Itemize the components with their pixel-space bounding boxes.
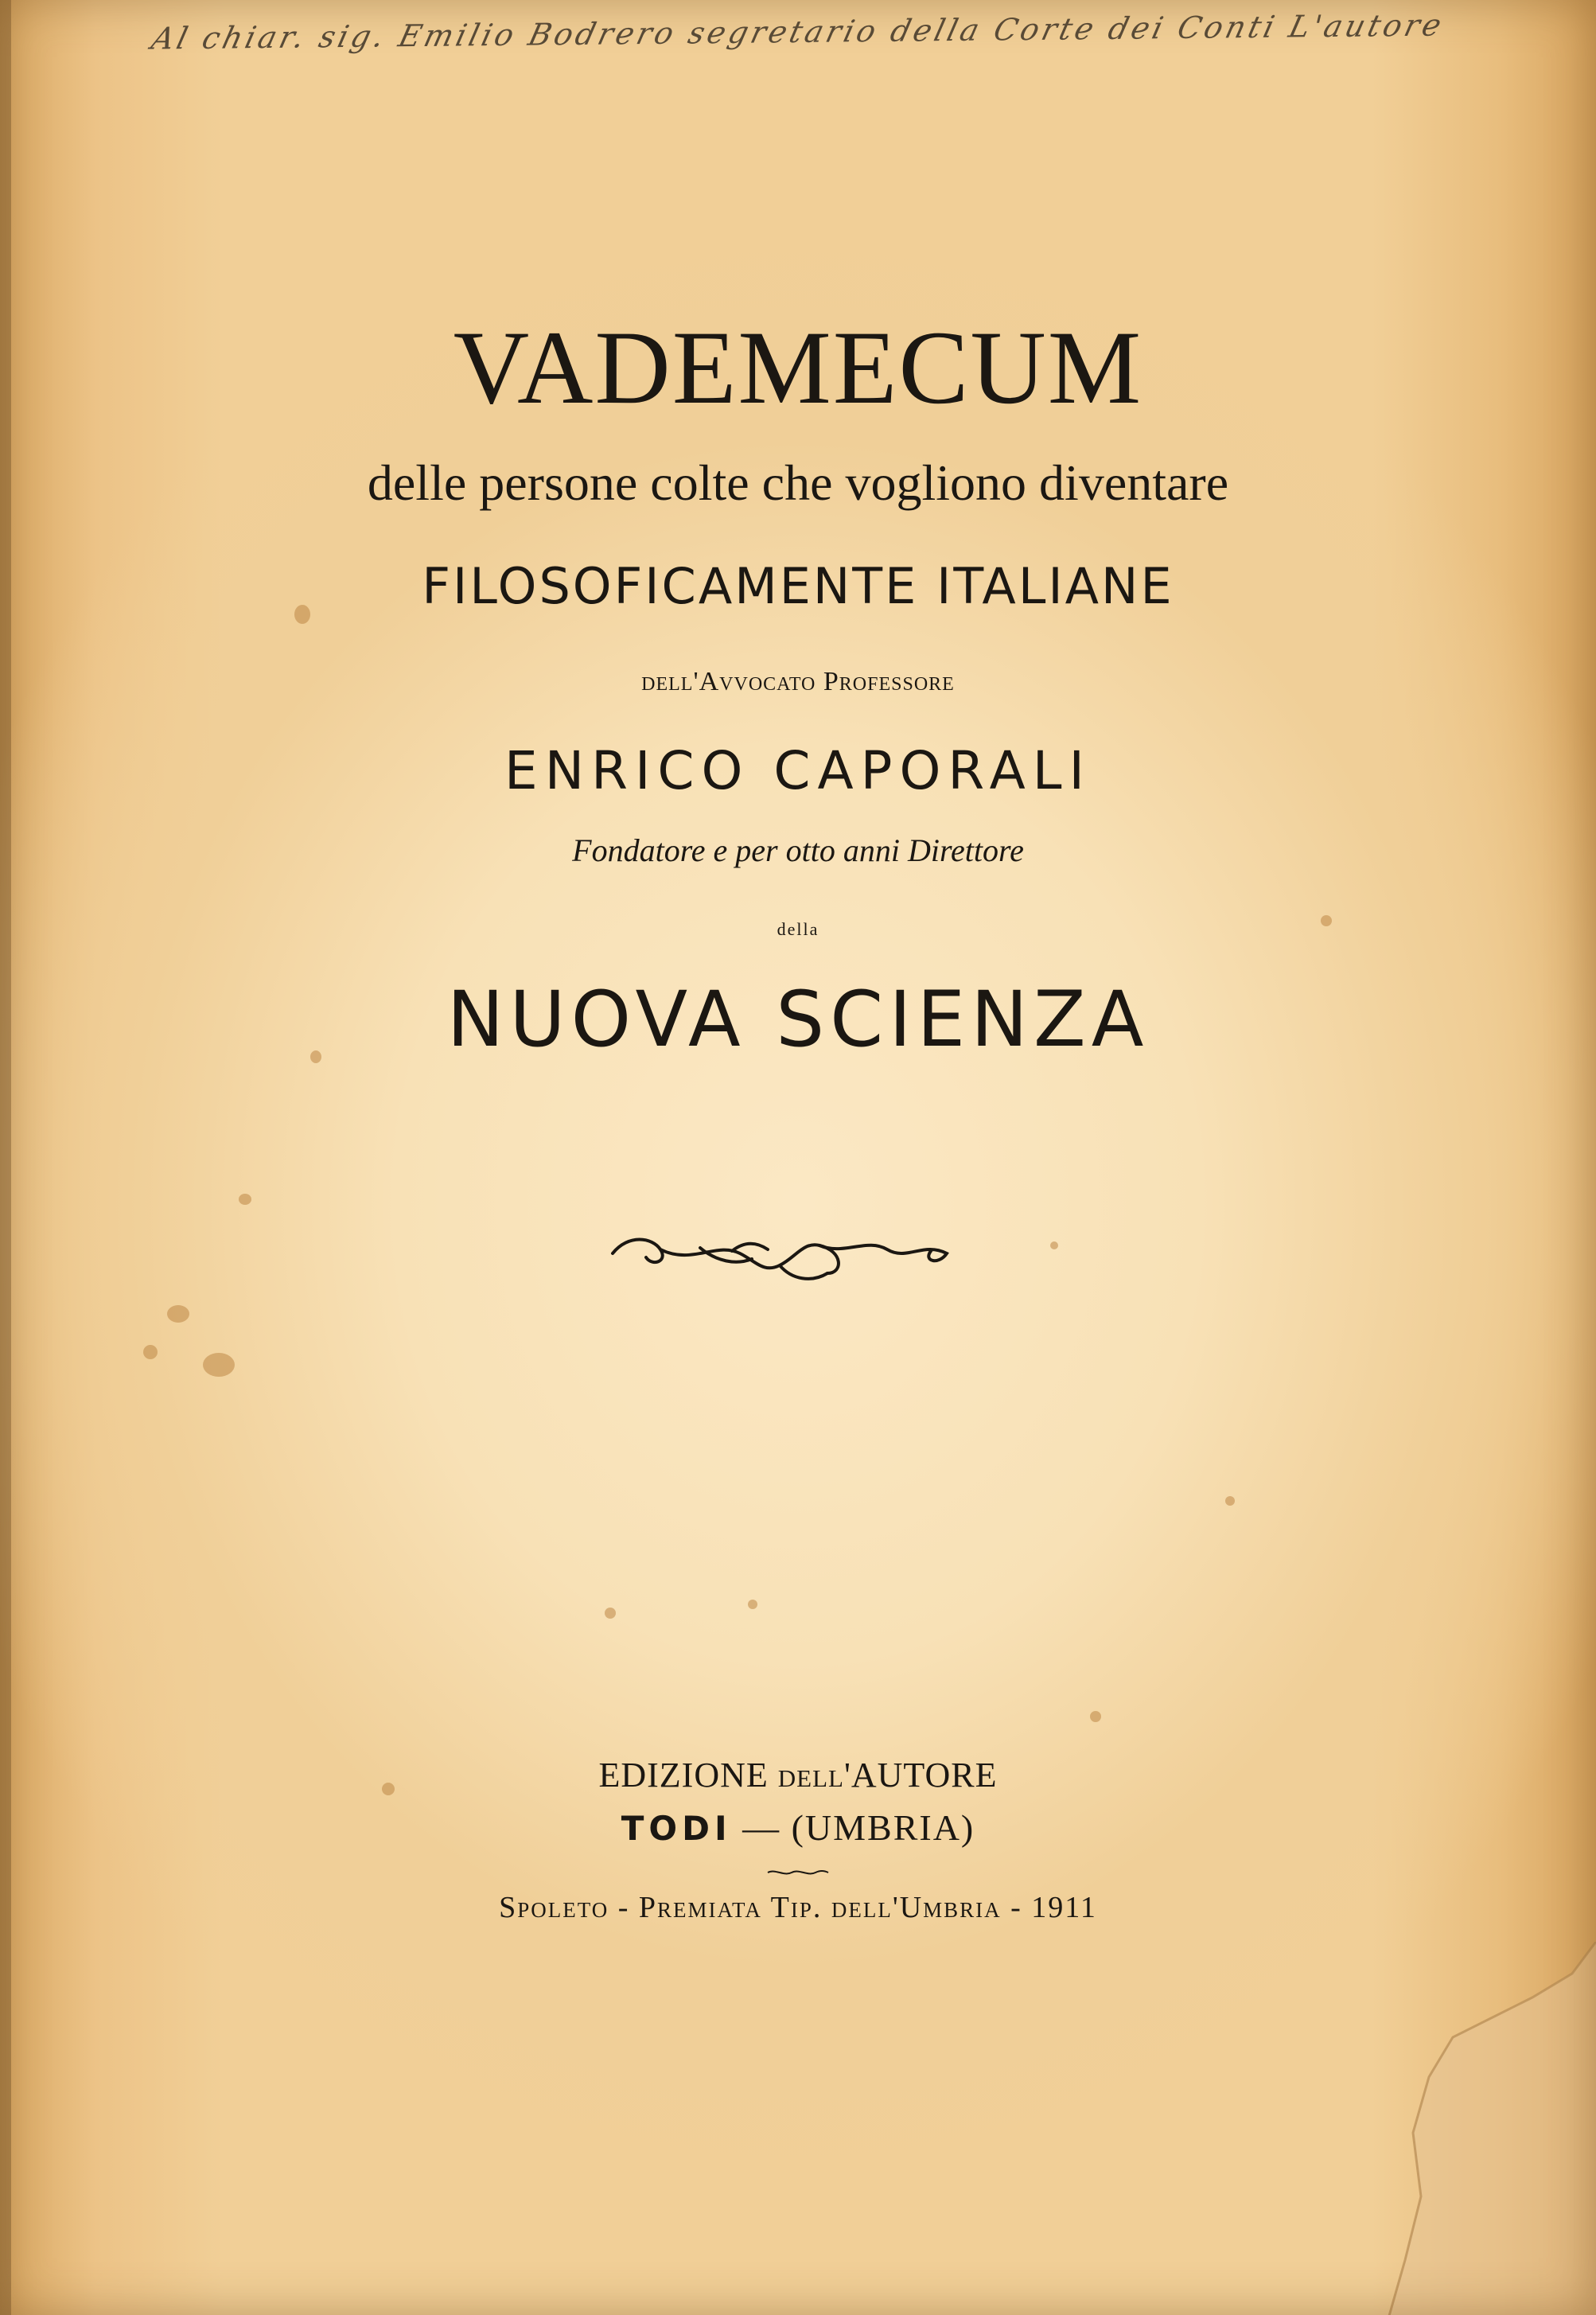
journal-name: NUOVA SCIENZA: [446, 975, 1150, 1064]
foxing-spot: [1090, 1711, 1101, 1722]
foxing-spot: [1225, 1496, 1235, 1506]
edition-word: EDIZIONE: [598, 1756, 769, 1795]
book-subtitle: delle persone colte che vogliono diventare: [367, 454, 1229, 511]
printer-line: Spoleto - Premiata Tip. dell'Umbria - 1911: [499, 1891, 1097, 1924]
decorative-flourish-icon: [605, 1218, 955, 1289]
author-prefix: dell'Avvocato Professore: [641, 667, 955, 696]
author-role: Fondatore e per otto anni Direttore: [572, 832, 1024, 868]
author-name: ENRICO CAPORALI: [504, 740, 1092, 801]
handwritten-dedication: Al chiar. sig. Emilio Bodrero segretario della Corte dei Conti L'autore: [148, 7, 1448, 57]
place-line: [0, 1806, 1596, 1849]
edition-of: dell': [777, 1756, 851, 1795]
foxing-spot: [239, 1194, 251, 1205]
foxing-spot: [605, 1608, 616, 1619]
place-city: TODI: [621, 1809, 732, 1848]
foxing-spot: [143, 1345, 158, 1359]
edition-author: AUTORE: [851, 1756, 998, 1795]
book-title: VADEMECUM: [453, 309, 1143, 426]
foxing-spot: [1050, 1241, 1058, 1249]
place-region: — (UMBRIA): [742, 1807, 975, 1848]
book-subject: FILOSOFICAMENTE ITALIANE: [422, 557, 1174, 615]
edition-line: [0, 1755, 1596, 1795]
foxing-spot: [748, 1600, 757, 1609]
della-label: della: [777, 919, 819, 939]
foxing-spot: [167, 1305, 189, 1323]
wavy-rule-icon: [766, 1869, 830, 1877]
torn-corner: [1333, 1942, 1596, 2315]
foxing-spot: [203, 1353, 235, 1377]
